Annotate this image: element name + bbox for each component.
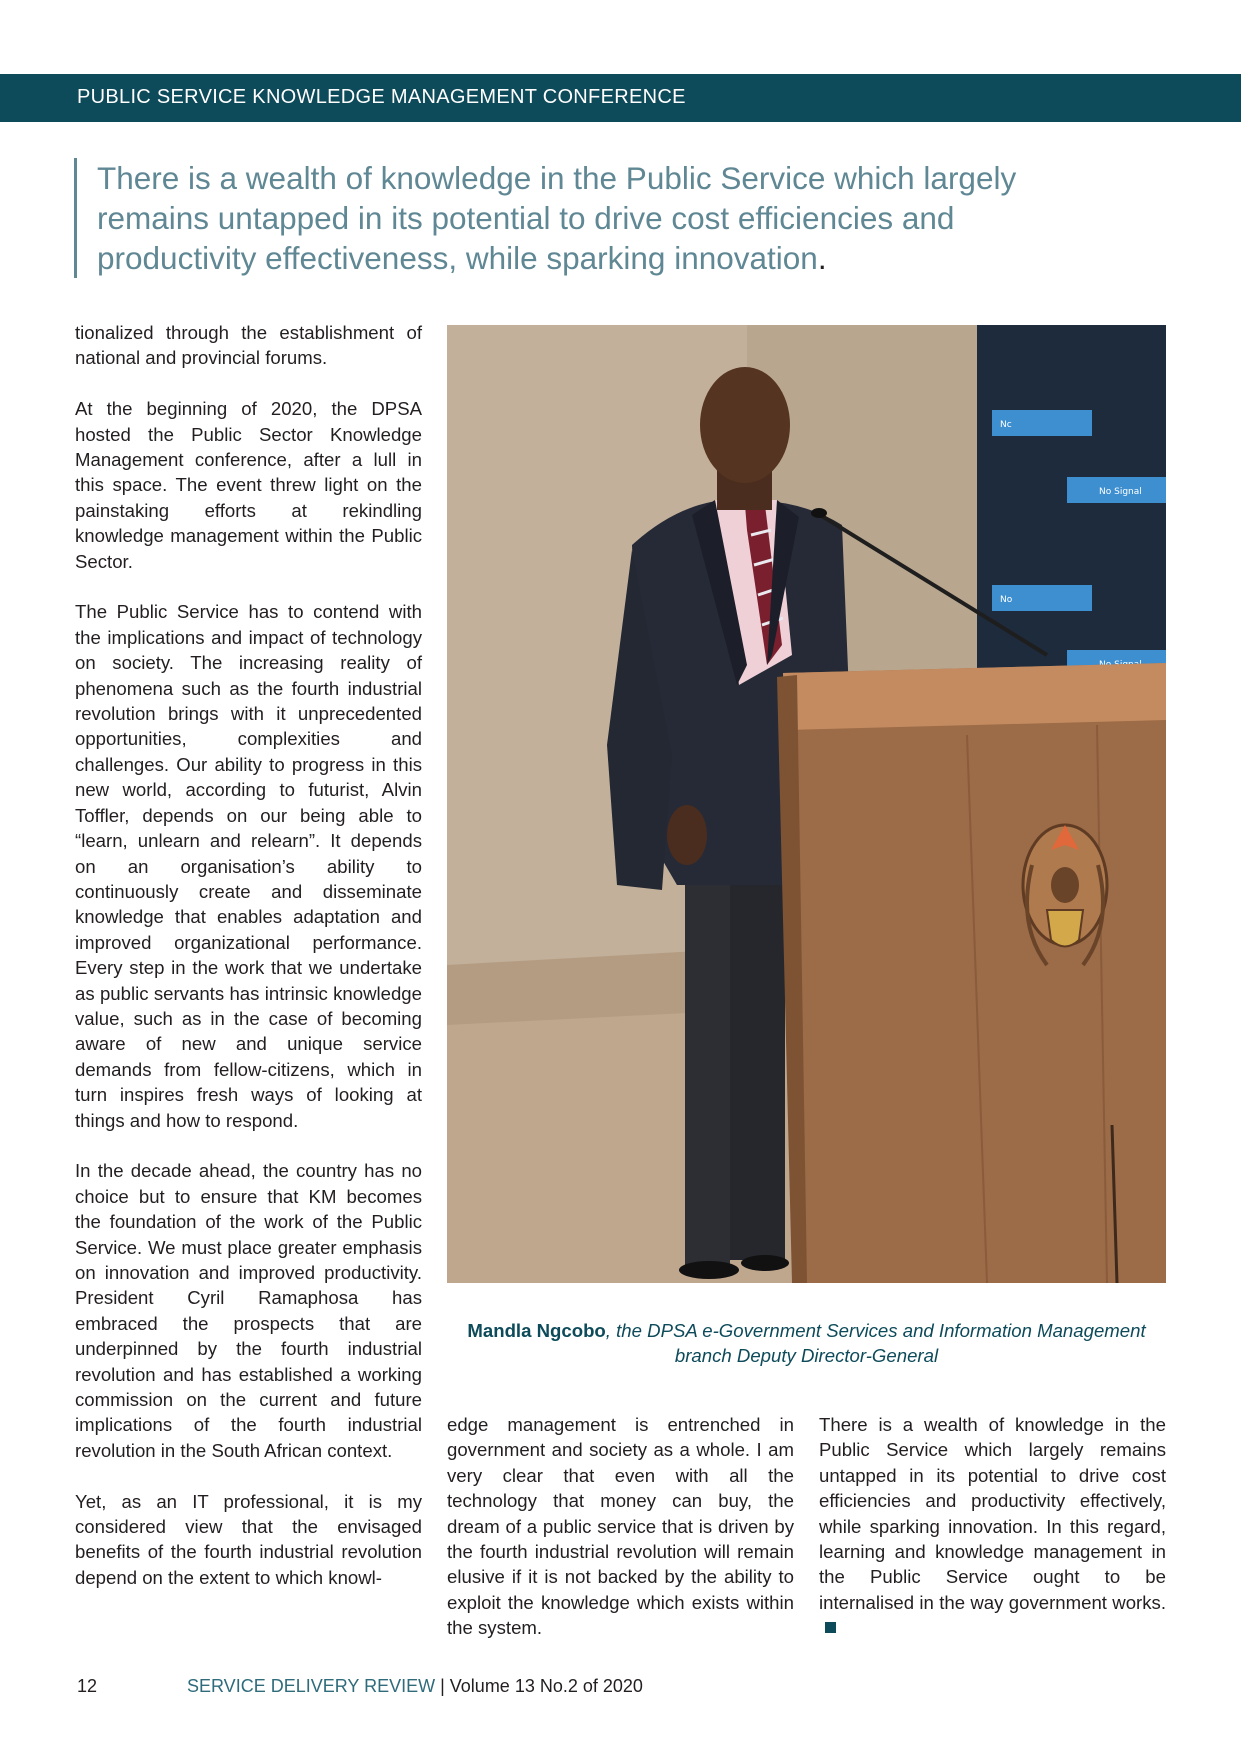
screen-label: No [1000,595,1013,605]
article-column-left [75,320,422,1616]
photo-caption [447,1318,1166,1368]
caption-name: Mandla Ngcobo [467,1320,606,1341]
paragraph-text: There is a wealth of knowledge in the Public Service which largely remains untapped in its potential to drive cost efficiencies and productivity effectively, while sparking innovation. In this regard, learning and knowledge management in the Public Service ought to be internalised in the way government works. [819,1414,1166,1613]
publication-name: SERVICE DELIVERY REVIEW [187,1676,436,1696]
paragraph: In the decade ahead, the country has no choice but to ensure that KM becomes the foundation of the work of the Public Service. We must place greater emphasis on innovation and improved productivity. President Cyril Ramaphosa has embraced the prospects that are underpinned by the fourth industrial revolution and has established a working commission on the current and future implications of the fourth industrial revolution in the South African context. [75,1160,422,1461]
caption-role: , the DPSA e-Government Services and Information Management branch Deputy Director-General [605,1320,1146,1366]
paragraph: At the beginning of 2020, the DPSA hosted the Public Sector Knowledge Management conference, after a lull in this space. The event threw light on the painstaking efforts at rekindling knowledge management within the Public Sector. [75,398,422,572]
paragraph: edge management is entrenched in government and society as a whole. I am very clear that even with all the technology that money can buy, the dream of a public service that is driven by the fourth industrial revolution will remain elusive if it is not backed by the ability to exploit the knowledge which exists within the system. [447,1414,794,1639]
pull-quote-period: . [817,240,827,276]
pull-quote [74,158,1097,278]
screen-label: No Signal [1099,487,1142,497]
end-of-article-mark [825,1622,836,1633]
article-column-right [819,1412,1166,1666]
footer-publication [187,1676,643,1697]
page-number: 12 [77,1676,98,1696]
footer-separator: | [435,1676,450,1696]
paragraph: The Public Service has to contend with the implications and impact of technology on society. The increasing reality of phenomena such as the fourth industrial revolution brings with it unprecedented opportunities, complexities and challenges. Our ability to progress in this new world, according to futurist, Alvin Toffler, depends on our being able to “learn, unlearn and relearn”. It depends on an organisation’s ability to continuously create and disseminate knowledge that enables adaptation and improved organizational performance. Every step in the work that we undertake as public servants has intrinsic knowledge value, such as in the case of becoming aware of new and unique service demands from fellow-citizens, which in turn inspires fresh ways of looking at things and how to respond. [75,601,422,1131]
article-column-middle [447,1412,794,1666]
pull-quote-text: There is a wealth of knowledge in the Public Service which largely remains untapped in its potential to drive cost efficiencies and productivity effectiveness, while sparking innovation [97,160,1017,276]
paragraph [819,1412,1166,1641]
issue-info: Volume 13 No.2 of 2020 [449,1676,643,1696]
paragraph: Yet, as an IT professional, it is my considered view that the envisaged benefits of the fourth industrial revolution depend on the extent to which knowl- [75,1490,422,1588]
screen-label: Nc [1000,420,1012,430]
paragraph: tionalized through the establishment of national and provincial forums. [75,322,422,369]
header-bar [0,74,1241,122]
speaker-photo-illustration [447,325,1166,1283]
header-title: PUBLIC SERVICE KNOWLEDGE MANAGEMENT CONFERENCE [77,86,686,108]
speaker-photo [447,325,1166,1283]
